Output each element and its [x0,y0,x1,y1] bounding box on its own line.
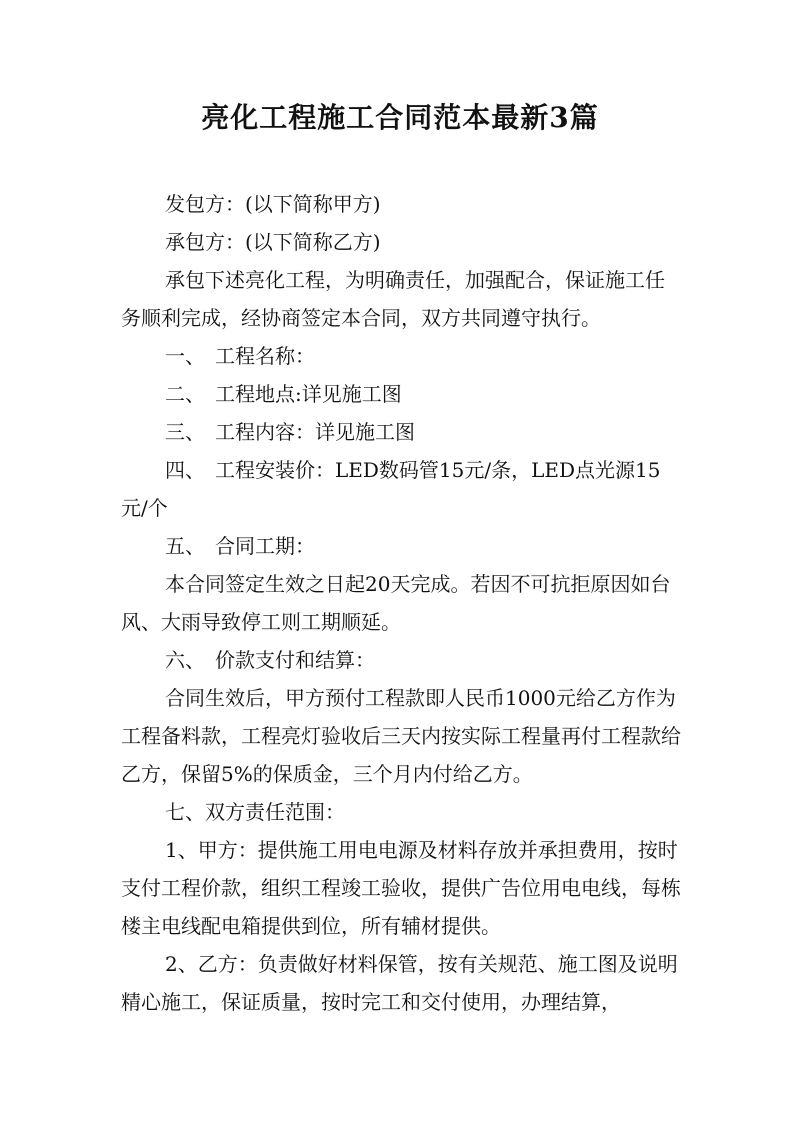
paragraph-party-b: 2、乙方：负责做好材料保管，按有关规范、施工图及说明精心施工，保证质量，按时完工和交付使用，办理结算， [121,952,678,1014]
paragraph-contractor: 承包方：(以下简称乙方) [165,230,381,254]
document-title: 亮化工程施工合同范本最新3篇 [201,101,599,134]
paragraph-project-name: 一、 工程名称： [165,344,315,368]
paragraph-installation-price: 四、 工程安装价：LED数码管15元/条，LED点光源15元/个 [121,458,661,520]
paragraph-responsibility-heading: 七、双方责任范围： [165,800,345,824]
paragraph-payment-body: 合同生效后，甲方预付工程款即人民币1000元给乙方作为工程备料款，工程亮灯验收后三天内按实际工程量再付工程款给乙方，保留5%的保质金，三个月内付给乙方。 [121,686,681,786]
paragraph-project-location: 二、 工程地点:详见施工图 [165,382,402,406]
document-body [121,185,681,1021]
paragraph-payment-heading: 六、 价款支付和结算： [165,648,375,672]
paragraph-project-content: 三、 工程内容：详见施工图 [165,420,415,444]
paragraph-duration-heading: 五、 合同工期： [165,534,315,558]
paragraph-party-a: 1、甲方：提供施工用电电源及材料存放并承担费用，按时支付工程价款，组织工程竣工验收，提供广告位用电电线，每栋楼主电线配电箱提供到位，所有辅材提供。 [121,838,681,938]
paragraph-employer: 发包方：(以下简称甲方) [165,192,381,216]
paragraph-duration-body: 本合同签定生效之日起20天完成。若因不可抗拒原因如台风、大雨导致停工则工期顺延。 [121,572,671,634]
paragraph-intro: 承包下述亮化工程，为明确责任，加强配合，保证施工任务顺利完成，经协商签定本合同，双方共同遵守执行。 [121,268,665,330]
